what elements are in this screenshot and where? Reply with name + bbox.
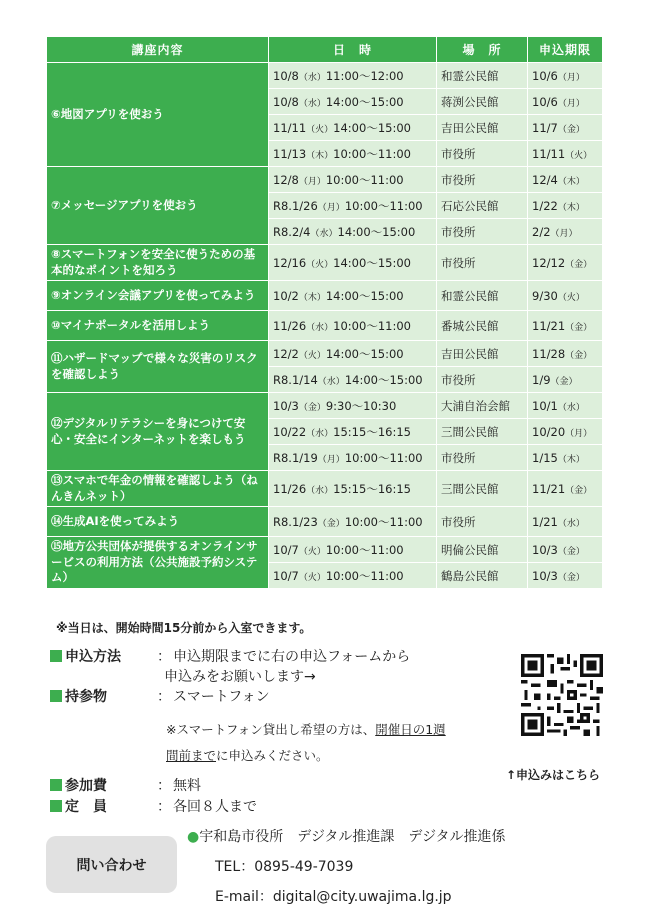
datetime-cell xyxy=(269,445,437,471)
course-title: ⑭生成AIを使ってみよう xyxy=(47,507,269,537)
deadline-weekday: （金） xyxy=(565,485,593,496)
square-bullet-icon xyxy=(50,690,62,702)
capacity-item: 定 員 ： 各回８人まで xyxy=(50,800,257,814)
deadline-date: 1/9 xyxy=(532,372,551,387)
loan-note-line2: 間前までに申込みください。 xyxy=(166,748,329,763)
place-cell: 和霊公民館 xyxy=(437,281,528,311)
deadline-date: 10/3 xyxy=(532,568,558,583)
deadline-weekday: （月） xyxy=(565,428,593,439)
place-cell: 市役所 xyxy=(437,141,528,167)
date-text: R8.1/19 xyxy=(273,450,318,465)
deadline-date: 9/30 xyxy=(532,288,558,303)
datetime-cell xyxy=(269,219,437,245)
weekday-text: （月） xyxy=(298,176,326,187)
deadline-date: 1/15 xyxy=(532,450,558,465)
deadline-weekday: （月） xyxy=(557,72,585,83)
deadline-date: 1/22 xyxy=(532,198,558,213)
apply-line2: 申込みをお願いします→ xyxy=(164,669,316,685)
place-cell: 和霊公民館 xyxy=(437,63,528,89)
datetime-cell xyxy=(269,393,437,419)
place-cell: 明倫公民館 xyxy=(437,537,528,563)
datetime-cell xyxy=(269,89,437,115)
time-text: 10:00〜11:00 xyxy=(333,146,411,161)
course-title: ⑪ハザードマップで様々な災害のリスクを確認しよう xyxy=(47,341,269,393)
course-title: ⑩マイナポータルを活用しよう xyxy=(47,311,269,341)
course-title: ⑨オンライン会議アプリを使ってみよう xyxy=(47,281,269,311)
fee-label: 参加費 xyxy=(65,778,107,794)
deadline-weekday: （木） xyxy=(557,202,585,213)
deadline-weekday: （月） xyxy=(550,228,578,239)
contact-tel: TEL：0895-49-7039 xyxy=(215,859,354,875)
deadline-date: 2/2 xyxy=(532,224,551,239)
deadline-cell xyxy=(528,89,603,115)
course-title: ⑦メッセージアプリを使おう xyxy=(47,167,269,245)
place-cell: 大浦自治会館 xyxy=(437,393,528,419)
time-text: 14:00〜15:00 xyxy=(333,255,411,270)
weekday-text: （火） xyxy=(298,546,326,557)
deadline-weekday: （木） xyxy=(557,176,585,187)
deadline-date: 12/12 xyxy=(532,255,566,270)
date-text: 12/2 xyxy=(273,346,299,361)
place-cell: 市役所 xyxy=(437,219,528,245)
deadline-cell xyxy=(528,115,603,141)
deadline-weekday: （木） xyxy=(557,454,585,465)
inquiry-button: 問い合わせ xyxy=(46,836,177,893)
weekday-text: （木） xyxy=(306,150,334,161)
deadline-date: 11/11 xyxy=(532,146,566,161)
table-header-row xyxy=(47,37,603,63)
weekday-text: （水） xyxy=(310,228,338,239)
weekday-text: （火） xyxy=(306,259,334,270)
deadline-cell xyxy=(528,341,603,367)
deadline-weekday: （金） xyxy=(557,546,585,557)
time-text: 14:00〜15:00 xyxy=(333,120,411,135)
datetime-cell xyxy=(269,507,437,537)
datetime-cell xyxy=(269,245,437,281)
deadline-date: 10/1 xyxy=(532,398,558,413)
place-cell: 鶴島公民館 xyxy=(437,563,528,589)
table-row xyxy=(47,63,603,89)
bring-value: スマートフォン xyxy=(173,689,270,705)
qr-code[interactable] xyxy=(521,654,603,736)
bring-label: 持参物 xyxy=(65,689,107,705)
date-text: 11/13 xyxy=(273,146,307,161)
square-bullet-icon xyxy=(50,779,62,791)
deadline-date: 10/20 xyxy=(532,424,566,439)
deadline-weekday: （金） xyxy=(550,376,578,387)
table-row xyxy=(47,281,603,311)
deadline-cell xyxy=(528,245,603,281)
circle-bullet-icon: ● xyxy=(187,829,200,845)
datetime-cell xyxy=(269,193,437,219)
weekday-text: （火） xyxy=(306,124,334,135)
deadline-weekday: （月） xyxy=(557,98,585,109)
deadline-weekday: （水） xyxy=(557,518,585,529)
schedule-table xyxy=(46,36,603,589)
deadline-date: 11/21 xyxy=(532,481,566,496)
course-title: ⑥地図アプリを使おう xyxy=(47,63,269,167)
date-text: 10/2 xyxy=(273,288,299,303)
course-title: ⑧スマートフォンを安全に使うための基本的なポイントを知ろう xyxy=(47,245,269,281)
weekday-text: （火） xyxy=(298,350,326,361)
deadline-date: 10/3 xyxy=(532,542,558,557)
weekday-text: （水） xyxy=(306,485,334,496)
datetime-cell xyxy=(269,367,437,393)
contact-email[interactable]: E-mail：digital@city.uwajima.lg.jp xyxy=(215,889,452,905)
time-text: 15:15〜16:15 xyxy=(333,481,411,496)
deadline-cell xyxy=(528,563,603,589)
place-cell: 吉田公民館 xyxy=(437,341,528,367)
deadline-cell xyxy=(528,167,603,193)
date-text: 10/7 xyxy=(273,542,299,557)
weekday-text: （月） xyxy=(317,454,345,465)
entry-note: ※当日は、開始時間15分前から入室できます。 xyxy=(56,621,312,635)
deadline-weekday: （火） xyxy=(565,150,593,161)
deadline-cell xyxy=(528,63,603,89)
time-text: 10:00〜11:00 xyxy=(333,318,411,333)
place-cell: 市役所 xyxy=(437,245,528,281)
weekday-text: （水） xyxy=(298,72,326,83)
time-text: 14:00〜15:00 xyxy=(325,94,404,109)
deadline-cell xyxy=(528,281,603,311)
table-row xyxy=(47,311,603,341)
time-text: 10:00〜11:00 xyxy=(325,542,404,557)
deadline-weekday: （金） xyxy=(565,322,593,333)
weekday-text: （水） xyxy=(306,322,334,333)
deadline-date: 11/21 xyxy=(532,318,566,333)
date-text: 10/22 xyxy=(273,424,307,439)
date-text: R8.1/23 xyxy=(273,514,318,529)
time-text: 14:00〜15:00 xyxy=(344,372,423,387)
datetime-cell xyxy=(269,281,437,311)
deadline-cell xyxy=(528,507,603,537)
place-cell: 三間公民館 xyxy=(437,419,528,445)
weekday-text: （火） xyxy=(298,572,326,583)
weekday-text: （水） xyxy=(306,428,334,439)
fee-item: 参加費 ： 無料 xyxy=(50,779,201,793)
date-text: R8.1/26 xyxy=(273,198,318,213)
deadline-weekday: （火） xyxy=(557,292,585,303)
deadline-cell xyxy=(528,471,603,507)
deadline-date: 1/21 xyxy=(532,514,558,529)
course-title: ⑬スマホで年金の情報を確認しよう（ねんきんネット） xyxy=(47,471,269,507)
capacity-value: 各回８人まで xyxy=(173,799,257,815)
table-row xyxy=(47,471,603,507)
place-cell: 三間公民館 xyxy=(437,471,528,507)
place-cell: 番城公民館 xyxy=(437,311,528,341)
deadline-date: 12/4 xyxy=(532,172,558,187)
deadline-weekday: （金） xyxy=(557,572,585,583)
place-cell: 市役所 xyxy=(437,167,528,193)
table-row xyxy=(47,393,603,419)
time-text: 10:00〜11:00 xyxy=(325,568,404,583)
time-text: 14:00〜15:00 xyxy=(337,224,416,239)
course-title: ⑫デジタルリテラシーを身につけて安心・安全にインターネットを楽しもう xyxy=(47,393,269,471)
header-course: 講座内容 xyxy=(47,37,269,63)
datetime-cell xyxy=(269,471,437,507)
datetime-cell xyxy=(269,537,437,563)
datetime-cell xyxy=(269,115,437,141)
date-text: 12/8 xyxy=(273,172,299,187)
date-text: 10/7 xyxy=(273,568,299,583)
deadline-cell xyxy=(528,311,603,341)
bring-item: 持参物 ： スマートフォン xyxy=(50,690,270,704)
square-bullet-icon xyxy=(50,800,62,812)
weekday-text: （金） xyxy=(317,518,345,529)
time-text: 10:00〜11:00 xyxy=(344,450,423,465)
datetime-cell xyxy=(269,341,437,367)
datetime-cell xyxy=(269,167,437,193)
deadline-cell xyxy=(528,367,603,393)
deadline-cell xyxy=(528,219,603,245)
course-title: ⑮地方公共団体が提供するオンラインサービスの利用方法（公共施設予約システム） xyxy=(47,537,269,589)
date-text: 10/8 xyxy=(273,68,299,83)
table-row xyxy=(47,245,603,281)
datetime-cell xyxy=(269,141,437,167)
time-text: 14:00〜15:00 xyxy=(325,346,404,361)
place-cell: 市役所 xyxy=(437,507,528,537)
qr-caption: ↑申込みはこちら xyxy=(506,768,601,782)
table-row xyxy=(47,167,603,193)
datetime-cell xyxy=(269,311,437,341)
time-text: 10:00〜11:00 xyxy=(325,172,404,187)
header-place: 場 所 xyxy=(437,37,528,63)
date-text: 12/16 xyxy=(273,255,307,270)
place-cell: 吉田公民館 xyxy=(437,115,528,141)
deadline-cell xyxy=(528,141,603,167)
place-cell: 市役所 xyxy=(437,445,528,471)
weekday-text: （金） xyxy=(298,402,326,413)
date-text: R8.2/4 xyxy=(273,224,311,239)
capacity-label: 定 員 xyxy=(65,799,107,815)
deadline-cell xyxy=(528,537,603,563)
deadline-weekday: （金） xyxy=(565,259,593,270)
datetime-cell xyxy=(269,419,437,445)
table-row xyxy=(47,341,603,367)
deadline-weekday: （水） xyxy=(557,402,585,413)
date-text: 11/26 xyxy=(273,481,307,496)
date-text: 11/26 xyxy=(273,318,307,333)
loan-note-line1: ※スマートフォン貸出し希望の方は、開催日の1週 xyxy=(166,722,446,737)
weekday-text: （水） xyxy=(298,98,326,109)
header-datetime: 日 時 xyxy=(269,37,437,63)
place-cell: 蒋渕公民館 xyxy=(437,89,528,115)
deadline-date: 10/6 xyxy=(532,68,558,83)
time-text: 14:00〜15:00 xyxy=(325,288,404,303)
datetime-cell xyxy=(269,563,437,589)
square-bullet-icon xyxy=(50,650,62,662)
place-cell: 石応公民館 xyxy=(437,193,528,219)
deadline-cell xyxy=(528,393,603,419)
deadline-weekday: （金） xyxy=(565,350,593,361)
table-row xyxy=(47,507,603,537)
weekday-text: （月） xyxy=(317,202,345,213)
time-text: 11:00〜12:00 xyxy=(325,68,404,83)
apply-method: 申込方法 ： 申込期限までに右の申込フォームから xyxy=(50,650,410,664)
date-text: 10/3 xyxy=(273,398,299,413)
deadline-weekday: （金） xyxy=(557,124,585,135)
apply-label: 申込方法 xyxy=(65,649,121,665)
time-text: 10:00〜11:00 xyxy=(344,198,423,213)
time-text: 15:15〜16:15 xyxy=(333,424,411,439)
datetime-cell xyxy=(269,63,437,89)
time-text: 10:00〜11:00 xyxy=(344,514,423,529)
deadline-cell xyxy=(528,445,603,471)
deadline-date: 11/28 xyxy=(532,346,566,361)
deadline-date: 10/6 xyxy=(532,94,558,109)
contact-org: ●宇和島市役所 デジタル推進課 デジタル推進係 xyxy=(187,829,506,845)
deadline-date: 11/7 xyxy=(532,120,558,135)
table-row xyxy=(47,537,603,563)
deadline-cell xyxy=(528,193,603,219)
time-text: 9:30〜10:30 xyxy=(325,398,397,413)
apply-line1: 申込期限までに右の申込フォームから xyxy=(173,649,411,665)
weekday-text: （水） xyxy=(317,376,345,387)
header-deadline: 申込期限 xyxy=(528,37,603,63)
weekday-text: （木） xyxy=(298,292,326,303)
place-cell: 市役所 xyxy=(437,367,528,393)
deadline-cell xyxy=(528,419,603,445)
fee-value: 無料 xyxy=(173,778,201,794)
date-text: 10/8 xyxy=(273,94,299,109)
date-text: 11/11 xyxy=(273,120,307,135)
date-text: R8.1/14 xyxy=(273,372,318,387)
